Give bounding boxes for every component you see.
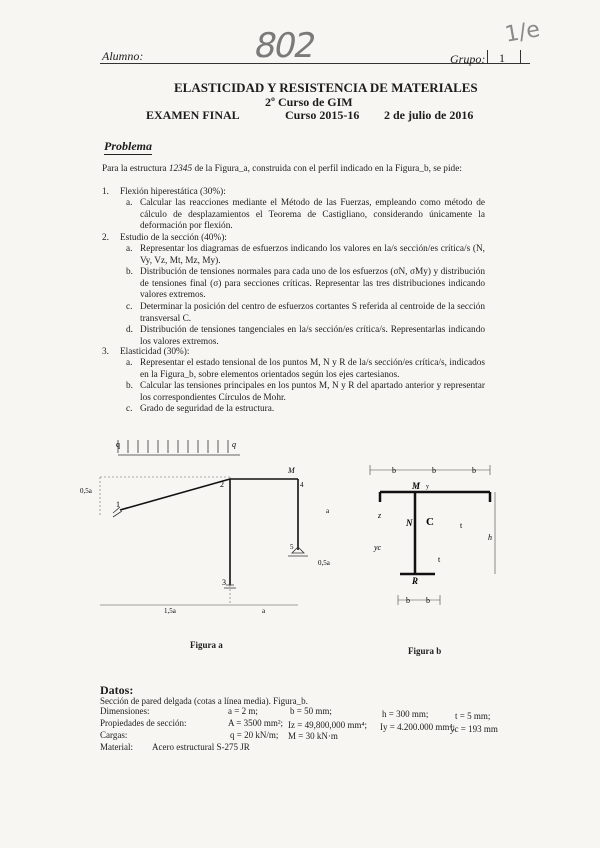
dim-b-bottom bbox=[398, 595, 440, 605]
material-label: Material: bbox=[100, 742, 133, 752]
b-bottom-2: b bbox=[426, 596, 430, 605]
figure-a-caption: Figura a bbox=[190, 640, 223, 650]
course: 2º Curso de GIM bbox=[265, 95, 353, 109]
thickness-t-1: t bbox=[460, 521, 463, 530]
item-2d-text: Distribución de tensiones tangenciales en la/s sección/es crítica/s. Representarlas indicando los valores extremos. bbox=[140, 325, 485, 347]
intro-text-a: Para la estructura bbox=[102, 164, 167, 174]
item-3c bbox=[126, 404, 485, 416]
item-2-title: Estudio de la sección (40%): bbox=[120, 233, 227, 243]
dim-15a: 1,5a bbox=[164, 607, 176, 615]
b-top-2: b bbox=[432, 466, 436, 475]
item-1a-letter: a. bbox=[126, 198, 133, 208]
item-3b-text: Calcular las tensiones principales en los puntos M, N y R del apartado anterior y representar los correspondientes Círculos de Mohr. bbox=[140, 381, 485, 403]
h-label: h bbox=[488, 533, 492, 542]
material-value: Acero estructural S-275 JR bbox=[152, 742, 250, 752]
node-1: 1 bbox=[116, 500, 120, 509]
problem-heading: Problema bbox=[104, 139, 152, 153]
item-1-num: 1. bbox=[102, 187, 109, 197]
item-2 bbox=[102, 233, 492, 245]
prop-Iz: Iz = 49,800,000 mm⁴; bbox=[288, 720, 367, 730]
problem-intro bbox=[102, 164, 502, 176]
grupo-value: 1 bbox=[499, 51, 505, 65]
dimensions-label: Dimensiones: bbox=[100, 706, 150, 716]
dim-a: a = 2 m; bbox=[228, 706, 258, 716]
academic-year: Curso 2015-16 bbox=[285, 108, 360, 122]
figure-b-caption: Figura b bbox=[408, 646, 442, 656]
distributed-load bbox=[118, 440, 240, 455]
alumno-handwritten: 802 bbox=[250, 26, 319, 66]
item-2a-letter: a. bbox=[126, 244, 133, 254]
item-2d bbox=[126, 325, 485, 348]
moment-label: M bbox=[288, 466, 295, 475]
item-1a bbox=[126, 198, 485, 233]
item-3c-letter: c. bbox=[126, 404, 133, 414]
item-3 bbox=[102, 347, 492, 359]
prop-yc: yc = 193 mm bbox=[450, 724, 498, 734]
figure-a bbox=[80, 435, 350, 615]
properties-label: Propiedades de sección: bbox=[100, 718, 187, 728]
item-3c-text: Grado de seguridad de la estructura. bbox=[140, 404, 275, 414]
load-q: q = 20 kN/m; bbox=[230, 730, 279, 740]
dim-t: t = 5 mm; bbox=[455, 711, 491, 721]
item-3a-letter: a. bbox=[126, 358, 133, 368]
item-2-num: 2. bbox=[102, 233, 109, 243]
exam-title: ELASTICIDAD Y RESISTENCIA DE MATERIALES bbox=[174, 80, 478, 95]
node-4: 4 bbox=[300, 481, 304, 489]
item-1-title: Flexión hiperestática (30%): bbox=[120, 187, 226, 197]
exam-type: EXAMEN FINAL bbox=[146, 108, 240, 122]
item-2b bbox=[126, 267, 485, 302]
cross-section bbox=[380, 492, 490, 574]
intro-structure: 12345 bbox=[168, 164, 193, 174]
dim-h: h = 300 mm; bbox=[382, 709, 429, 719]
data-heading: Datos: bbox=[100, 683, 134, 697]
loads-label: Cargas: bbox=[100, 730, 128, 740]
item-2b-letter: b. bbox=[126, 267, 133, 277]
node-2: 2 bbox=[220, 480, 224, 489]
point-R: R bbox=[412, 576, 419, 586]
load-M: M = 30 kN·m bbox=[288, 731, 338, 741]
axis-z: z bbox=[378, 511, 382, 520]
q-left-label: q bbox=[116, 440, 120, 449]
item-2a bbox=[126, 244, 485, 267]
item-2c-letter: c. bbox=[126, 302, 133, 312]
item-3a-text: Representar el estado tensional de los puntos M, N y R de la/s sección/es crítica/s, indicados en la Figura_b, sobre elementos orientados según los ejes cartesianos. bbox=[140, 358, 485, 380]
b-top-3: b bbox=[472, 466, 476, 475]
centroid-C: C bbox=[426, 516, 434, 528]
item-3-num: 3. bbox=[102, 347, 109, 357]
item-3-title: Elasticidad (30%): bbox=[120, 347, 190, 357]
item-3a bbox=[126, 358, 485, 381]
grupo-label: Grupo: bbox=[450, 52, 486, 66]
q-right-label: q bbox=[232, 440, 236, 449]
supports bbox=[113, 507, 308, 588]
dim-05a-left: 0,5a bbox=[80, 487, 92, 495]
frame-members bbox=[120, 479, 298, 585]
item-1a-text: Calcular las reacciones mediante el Método de las Fuerzas, empleando como método de cálculo de desplazamientos el Teorema de Castigliano, considerando únicamente la deformación por flexión. bbox=[140, 198, 485, 231]
dim-a-right: a bbox=[326, 507, 330, 515]
item-2b-text: Distribución de tensiones normales para cada uno de los esfuerzos (σN, σMy) y distribución de tensiones final (σ) para secciones críticas. Representar las tres distribuciones indicando valores extremos. bbox=[140, 267, 485, 300]
point-M: M bbox=[412, 481, 421, 491]
item-3b-letter: b. bbox=[126, 381, 133, 391]
item-2c bbox=[126, 302, 485, 325]
b-top-1: b bbox=[392, 466, 396, 475]
figure-b bbox=[360, 462, 510, 612]
dim-b: b = 50 mm; bbox=[290, 706, 332, 716]
dim-a-bottom: a bbox=[262, 607, 266, 615]
node-3: 3 bbox=[222, 578, 226, 587]
frame-outline bbox=[100, 477, 230, 605]
axis-y: y bbox=[426, 484, 429, 490]
dim-05a-right: 0,5a bbox=[318, 559, 330, 567]
point-N: N bbox=[406, 518, 413, 528]
item-2c-text: Determinar la posición del centro de esfuerzos cortantes S referida al centroide de la sección transversal C. bbox=[140, 302, 485, 324]
intro-text-c: de la Figura_a, construida con el perfil indicado en la Figura_b, se pide: bbox=[194, 164, 462, 174]
alumno-label: Alumno: bbox=[102, 49, 144, 63]
section-description: Sección de pared delgada (cotas a línea media). Figura_b. bbox=[100, 696, 308, 706]
page-mark: 1/e bbox=[503, 17, 542, 48]
item-2a-text: Representar los diagramas de esfuerzos indicando los valores en la/s sección/es crítica/s (N, Vy, Vz, Mt, Mz, My). bbox=[140, 244, 485, 266]
prop-Iy: Iy = 4.200.000 mm⁴; bbox=[380, 722, 455, 732]
b-bottom-1: b bbox=[406, 596, 410, 605]
exam-date: 2 de julio de 2016 bbox=[384, 108, 474, 122]
node-5: 5 bbox=[290, 543, 294, 551]
item-1 bbox=[102, 187, 492, 199]
prop-A: A = 3500 mm²; bbox=[228, 718, 284, 728]
item-2d-letter: d. bbox=[126, 325, 133, 335]
yc-label: yc bbox=[374, 543, 382, 552]
item-3b bbox=[126, 381, 485, 404]
thickness-t-2: t bbox=[438, 555, 441, 564]
